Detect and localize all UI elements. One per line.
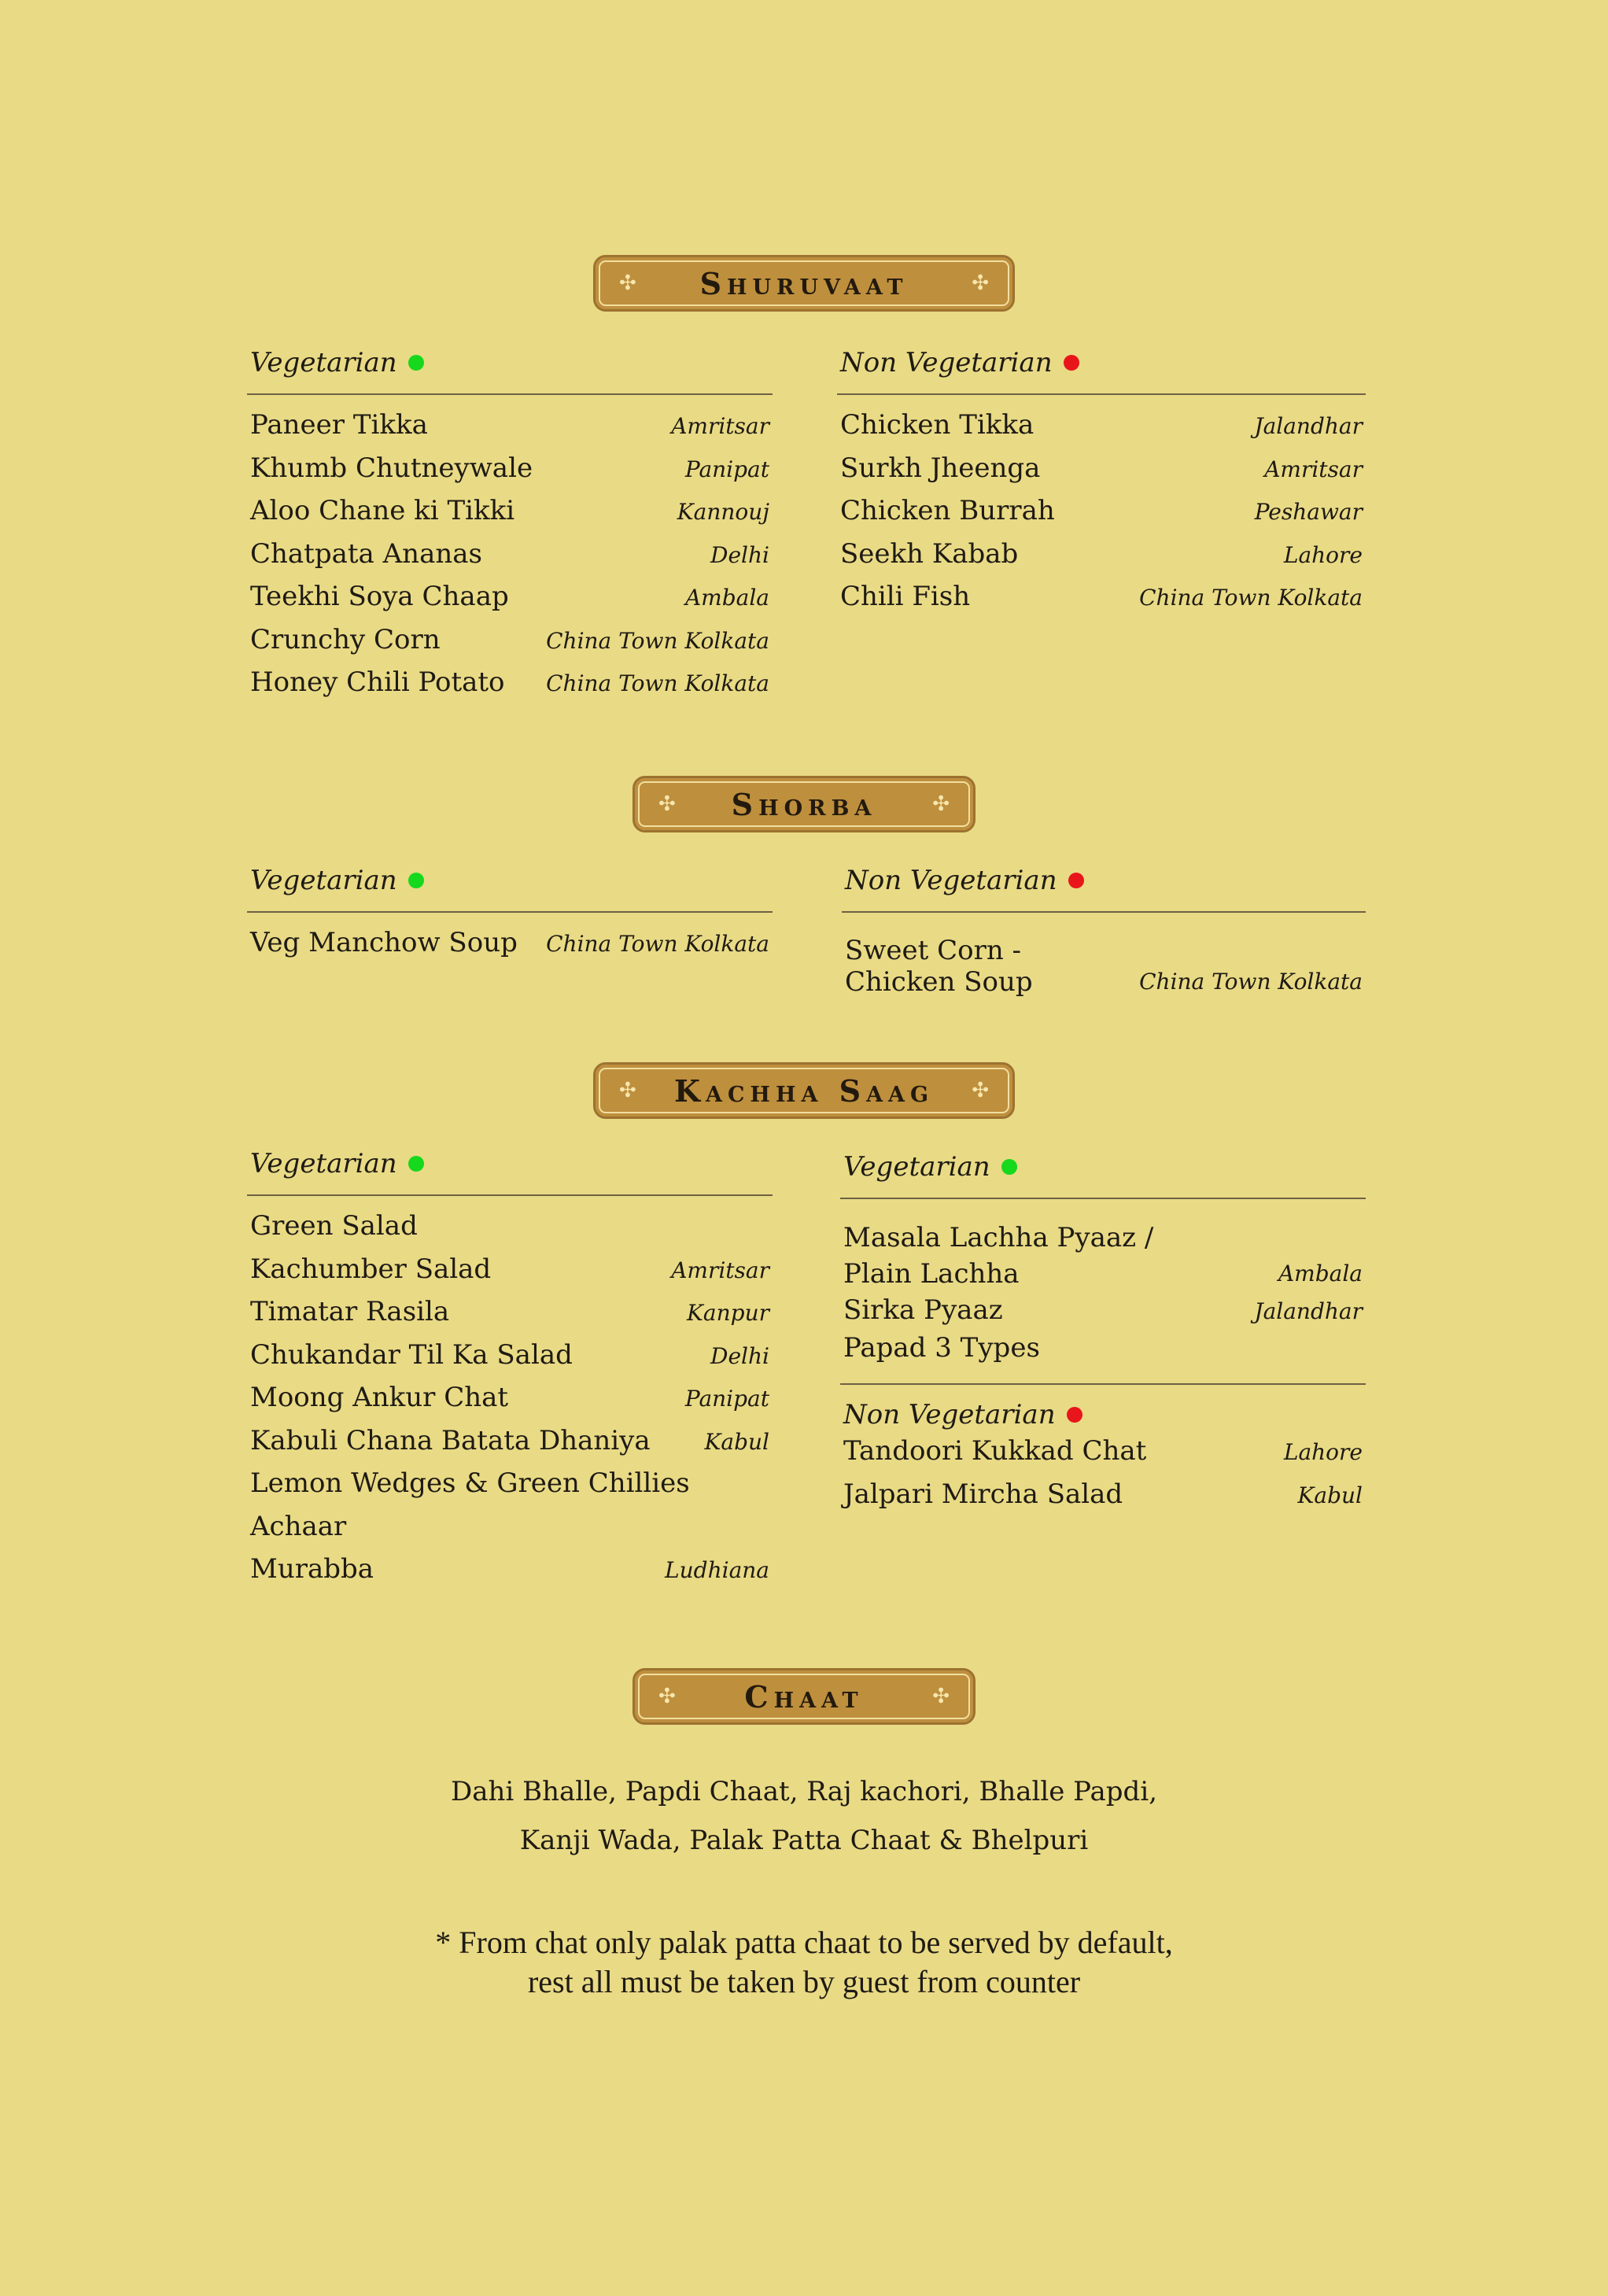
dish-list [247,913,773,970]
dish-origin: Jalandhar [1254,1298,1363,1324]
column-heading [247,343,773,395]
fleuron-icon: ✣ [619,271,636,295]
list-item [840,452,1363,496]
list-item [840,538,1363,581]
section-title: Kachha Saag [673,1072,935,1109]
fleuron-icon: ✣ [932,1685,950,1708]
section-title: Shorba [731,786,877,822]
dish-list [840,1430,1366,1521]
green-dot-icon [408,873,424,888]
column-heading [247,1144,773,1196]
dish-origin: China Town Kolkata [546,931,769,957]
list-item [843,1478,1363,1522]
dish-origin: Kannouj [677,499,769,525]
dish-name: Green Salad [250,1210,418,1242]
list-item [250,495,769,538]
dish-name: Paneer Tikka [250,409,428,441]
fleuron-icon: ✣ [932,792,950,816]
list-item [250,409,769,452]
column-heading [247,861,773,913]
column-heading-label: Non Vegetarian [845,865,1057,896]
green-dot-icon [408,1156,424,1172]
list-item [250,1425,769,1468]
note-line: rest all must be taken by guest from counter [527,1964,1081,1999]
column-heading [840,1147,1366,1199]
list-item [250,1253,769,1297]
dish-name: Surkh Jheenga [840,452,1041,484]
dish-name-line: Masala Lachha Pyaaz / [843,1222,1154,1253]
dish-name: Veg Manchow Soup [250,927,518,958]
dish-origin: Amritsar [1264,456,1363,482]
dish-name-line: Sweet Corn - [845,935,1022,966]
column-heading-label: Vegetarian [250,865,397,896]
dish-name: Honey Chili Potato [250,666,505,698]
dish-name: Lemon Wedges & Green Chillies [250,1467,690,1499]
list-item [250,1339,769,1382]
kachha-saag-right-column [840,1147,1366,1521]
dish-name: Achaar [250,1510,347,1542]
list-item [250,666,769,710]
fleuron-icon: ✣ [619,1079,636,1102]
dish-name: Sirka Pyaaz [843,1294,1003,1326]
list-item [250,1467,769,1511]
dish-origin: Kanpur [687,1300,769,1326]
list-item [250,581,769,624]
dish-name-line: Plain Lachha [843,1258,1020,1290]
column-heading-label: Vegetarian [250,1148,397,1179]
banner-kachha-saag [593,1062,1015,1119]
dish-name: Timatar Rasila [250,1296,450,1327]
shorba-nonveg-column [842,861,1366,998]
dish-name: Kabuli Chana Batata Dhaniya [250,1424,651,1456]
list-item [842,913,1366,998]
column-heading-label: Vegetarian [250,347,397,378]
note-line: * From chat only palak patta chaat to be served by default, [435,1925,1173,1960]
list-item [250,1296,769,1339]
dish-origin: Lahore [1283,541,1363,568]
dish-name: Seekh Kabab [840,537,1019,570]
dish-origin: China Town Kolkata [546,627,769,654]
dish-origin: China Town Kolkata [1139,585,1363,611]
dish-name: Chicken Burrah [840,495,1055,526]
dish-name: Chukandar Til Ka Salad [250,1338,573,1371]
chaat-line: Dahi Bhalle, Papdi Chaat, Raj kachori, Bhalle Papdi, [451,1776,1157,1807]
dish-origin: Kabul [704,1428,769,1455]
dish-name: Kachumber Salad [250,1253,492,1285]
green-dot-icon [1001,1159,1017,1175]
dish-origin: Panipat [684,1386,769,1412]
dish-list [837,395,1366,624]
list-item [250,452,769,496]
chaat-line: Kanji Wada, Palak Patta Chaat & Bhelpuri [519,1825,1089,1856]
dish-name: Chicken Tikka [840,409,1035,441]
dish-origin: Kabul [1297,1482,1363,1508]
dish-name: Tandoori Kukkad Chat [843,1435,1147,1467]
dish-origin: Delhi [710,1342,769,1369]
red-dot-icon [1067,1407,1082,1423]
list-item [840,581,1363,624]
red-dot-icon [1068,873,1084,888]
dish-name: Papad 3 Types [843,1332,1040,1364]
list-item [250,538,769,581]
dish-origin: China Town Kolkata [546,670,769,696]
dish-name [845,935,1033,998]
section-title: Shuruvaat [699,265,909,301]
dish-name: Murabba [250,1553,374,1585]
list-item [840,409,1363,452]
section-title: Chaat [744,1678,864,1715]
list-item [250,1553,769,1596]
banner-shuruvaat [593,255,1015,312]
shuruvaat-nonveg-column [837,343,1366,624]
dish-name: Jalpari Mircha Salad [843,1478,1123,1510]
column-heading [840,1385,1366,1430]
dish-name: Crunchy Corn [250,623,441,655]
dish-origin: Amritsar [671,413,769,439]
dish-name: Chili Fish [840,581,971,612]
dish-name: Chatpata Ananas [250,537,482,570]
dish-name: Aloo Chane ki Tikki [250,495,515,526]
dish-origin: Delhi [710,541,769,568]
banner-shorba [633,776,975,832]
chaat-items [0,1767,1608,1865]
banner-chaat [633,1668,975,1725]
column-heading-label: Non Vegetarian [843,1399,1056,1430]
dish-origin: Amritsar [671,1257,769,1283]
green-dot-icon [408,355,424,371]
fleuron-icon: ✣ [972,1079,989,1102]
list-item [250,1382,769,1425]
dish-origin: Jalandhar [1254,413,1363,439]
shuruvaat-veg-column [247,343,773,710]
list-item [250,927,769,970]
dish-list [840,1199,1366,1366]
fleuron-icon: ✣ [972,271,989,295]
dish-name: Khumb Chutneywale [250,452,533,484]
list-item [843,1330,1363,1366]
dish-origin: China Town Kolkata [1139,969,1363,995]
column-heading-label: Non Vegetarian [840,347,1053,378]
chaat-note [0,1923,1608,2002]
dish-origin: Peshawar [1254,499,1363,525]
shorba-veg-column [247,861,773,970]
dish-name: Teekhi Soya Chaap [250,581,509,612]
dish-origin: Ambala [1278,1261,1363,1286]
column-heading [842,861,1366,913]
fleuron-icon: ✣ [658,1685,676,1708]
dish-origin: Lahore [1283,1439,1363,1465]
dish-origin: Ambala [684,585,769,611]
column-heading [837,343,1366,395]
dish-list [247,1196,773,1596]
dish-origin: Panipat [684,456,769,482]
list-item [843,1292,1363,1330]
kachha-saag-veg-column [247,1144,773,1596]
list-item [840,495,1363,538]
column-heading-label: Vegetarian [843,1151,990,1183]
dish-origin: Ludhiana [665,1557,769,1583]
fleuron-icon: ✣ [658,792,676,816]
red-dot-icon [1064,355,1079,371]
list-item [843,1220,1363,1292]
dish-list [247,395,773,710]
list-item [250,624,769,667]
dish-name: Moong Ankur Chat [250,1382,509,1413]
dish-name-line: Chicken Soup [845,966,1033,998]
list-item [250,1210,769,1253]
list-item [843,1435,1363,1478]
list-item [250,1511,769,1554]
